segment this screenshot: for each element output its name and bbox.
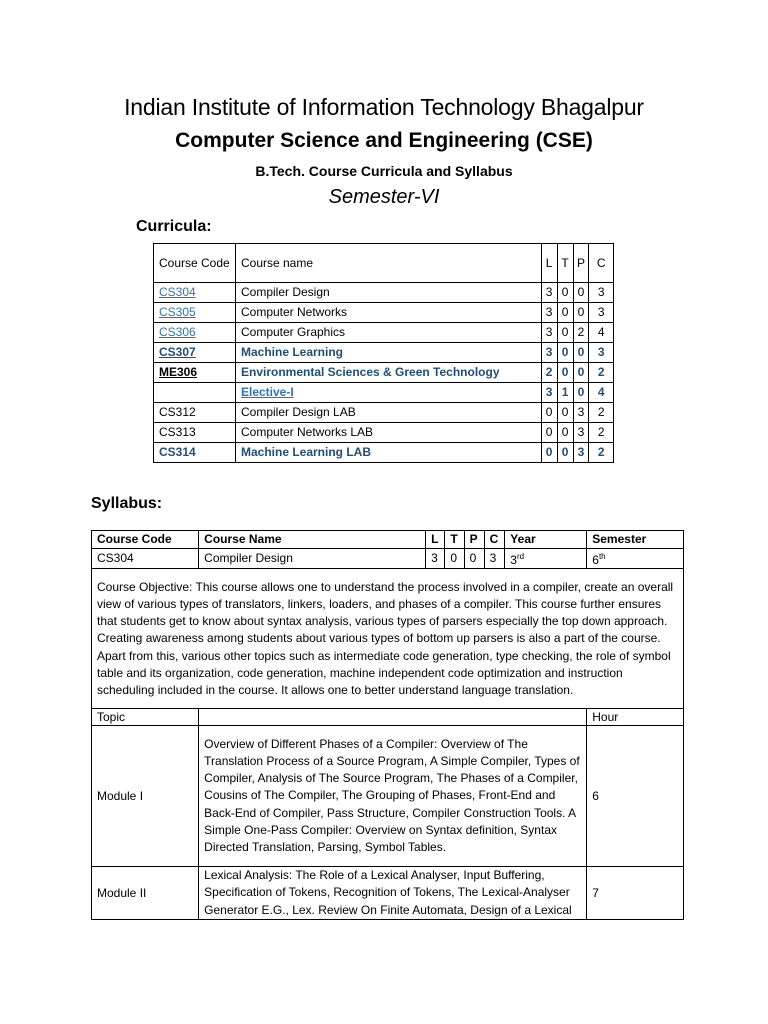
institute-title: Indian Institute of Information Technology Bhagalpur bbox=[124, 94, 644, 120]
header-course-name: Course name bbox=[235, 244, 541, 283]
t-value: 0 bbox=[557, 343, 573, 363]
header-c: C bbox=[589, 244, 614, 283]
c-value: 4 bbox=[589, 323, 614, 343]
course-code-link[interactable]: CS307 bbox=[159, 345, 196, 359]
course-code: CS314 bbox=[154, 443, 236, 463]
module-name: Module I bbox=[92, 726, 199, 867]
module-content: Overview of Different Phases of a Compiler: Overview of The Translation Process of a Source Program, A Simple Compiler, Types of Compiler, Analysis of The Source Program, The Phases of a Compiler, Cousins of The Compiler, The Grouping of Phases, Front-End and Back-End of Compiler, Pass Structure, Compiler Construction Tools. A Simple One-Pass Compiler: Overview on Syntax definition, Syntax Directed Translation, Parsing, Symbol Tables. bbox=[199, 726, 587, 867]
t-value: 0 bbox=[557, 323, 573, 343]
curricula-row bbox=[154, 403, 614, 423]
elective-link[interactable]: Elective-I bbox=[240, 385, 294, 399]
course-name: Computer Graphics bbox=[235, 323, 541, 343]
year-value bbox=[505, 549, 587, 569]
course-name: Compiler Design LAB bbox=[235, 403, 541, 423]
module-content: Lexical Analysis: The Role of a Lexical Analyser, Input Buffering, Specification of Tokens, Recognition of Tokens, The Lexical-Analyser Generator E.G., Lex. Review On Finite Automata, Design of a Lexical bbox=[199, 867, 587, 920]
p-value: 0 bbox=[573, 343, 589, 363]
c-value: 3 bbox=[589, 343, 614, 363]
curricula-table bbox=[153, 243, 614, 463]
l-value: 0 bbox=[541, 403, 557, 423]
t-value: 0 bbox=[445, 549, 464, 569]
header-t: T bbox=[445, 531, 464, 549]
semester-title: Semester-VI bbox=[328, 186, 440, 208]
curricula-row bbox=[154, 423, 614, 443]
p-value: 0 bbox=[573, 383, 589, 403]
c-value: 3 bbox=[589, 303, 614, 323]
module-hours: 7 bbox=[587, 867, 684, 920]
header-course-code: Course Code bbox=[92, 531, 199, 549]
curricula-row bbox=[154, 343, 614, 363]
c-value: 2 bbox=[589, 423, 614, 443]
header-year: Year bbox=[505, 531, 587, 549]
semester-suffix: th bbox=[598, 552, 606, 561]
t-value: 0 bbox=[557, 403, 573, 423]
l-value: 3 bbox=[541, 343, 557, 363]
module-row bbox=[92, 726, 684, 867]
header-course-name: Course Name bbox=[199, 531, 426, 549]
l-value: 3 bbox=[541, 283, 557, 303]
department-title: Computer Science and Engineering (CSE) bbox=[175, 129, 593, 152]
course-name: Compiler Design bbox=[199, 549, 426, 569]
course-name: Compiler Design bbox=[235, 283, 541, 303]
course-code: CS313 bbox=[154, 423, 236, 443]
module-name: Module II bbox=[92, 867, 199, 920]
syllabus-table bbox=[91, 530, 684, 920]
p-value: 3 bbox=[573, 403, 589, 423]
p-value: 0 bbox=[464, 549, 484, 569]
t-value: 0 bbox=[557, 303, 573, 323]
curricula-row bbox=[154, 303, 614, 323]
p-value: 3 bbox=[573, 443, 589, 463]
course-objective: Course Objective: This course allows one to understand the process involved in a compiler, create an overall view of various types of translators, linkers, loaders, and phases of a compiler. This course further ensures that students get to know about syntax analysis, various types of parsers especially the top down approach. Creating awareness among students about various types of bottom up parsers is also a part of the course. Apart from this, various other topics such as intermediate code generation, type checking, the role of symbol table and its organization, code generation, machine independent code optimization and instruction scheduling included in the course. It allows one to better understand language translation. bbox=[92, 569, 684, 709]
course-name: Machine Learning LAB bbox=[235, 443, 541, 463]
year-suffix: rd bbox=[516, 552, 525, 561]
header-c: C bbox=[484, 531, 505, 549]
curricula-row bbox=[154, 443, 614, 463]
l-value: 0 bbox=[541, 423, 557, 443]
l-value: 0 bbox=[541, 443, 557, 463]
t-value: 0 bbox=[557, 443, 573, 463]
c-value: 2 bbox=[589, 363, 614, 383]
objective-row bbox=[92, 569, 684, 709]
t-value: 0 bbox=[557, 423, 573, 443]
course-code-link[interactable]: ME306 bbox=[159, 365, 198, 379]
course-info-row bbox=[92, 549, 684, 569]
module-hours: 6 bbox=[587, 726, 684, 867]
header-p: P bbox=[573, 244, 589, 283]
course-name: Environmental Sciences & Green Technology bbox=[235, 363, 541, 383]
header-l: L bbox=[541, 244, 557, 283]
header-t: T bbox=[557, 244, 573, 283]
course-name: Machine Learning bbox=[235, 343, 541, 363]
header-l: L bbox=[426, 531, 445, 549]
topic-header-row bbox=[92, 709, 684, 726]
t-value: 1 bbox=[557, 383, 573, 403]
semester-number: 6 bbox=[592, 553, 599, 567]
semester-value bbox=[587, 549, 684, 569]
curricula-row bbox=[154, 363, 614, 383]
syllabus-header-row bbox=[92, 531, 684, 549]
t-value: 0 bbox=[557, 363, 573, 383]
module-row bbox=[92, 867, 684, 920]
header-p: P bbox=[464, 531, 484, 549]
course-name: Computer Networks bbox=[235, 303, 541, 323]
t-value: 0 bbox=[557, 283, 573, 303]
year-number: 3 bbox=[510, 553, 517, 567]
c-value: 4 bbox=[589, 383, 614, 403]
course-code: CS304 bbox=[92, 549, 199, 569]
p-value: 0 bbox=[573, 363, 589, 383]
l-value: 2 bbox=[541, 363, 557, 383]
topic-label: Topic bbox=[92, 709, 199, 726]
course-code: CS312 bbox=[154, 403, 236, 423]
l-value: 3 bbox=[541, 323, 557, 343]
syllabus-heading: Syllabus: bbox=[91, 495, 163, 512]
c-value: 2 bbox=[589, 443, 614, 463]
topic-blank bbox=[199, 709, 587, 726]
course-code-link[interactable]: CS304 bbox=[159, 285, 196, 299]
curricula-header-row bbox=[154, 244, 614, 283]
header-semester: Semester bbox=[587, 531, 684, 549]
course-code-link[interactable]: CS306 bbox=[159, 325, 196, 339]
p-value: 0 bbox=[573, 283, 589, 303]
program-title: B.Tech. Course Curricula and Syllabus bbox=[255, 163, 513, 179]
l-value: 3 bbox=[541, 383, 557, 403]
c-value: 3 bbox=[484, 549, 505, 569]
c-value: 2 bbox=[589, 403, 614, 423]
p-value: 2 bbox=[573, 323, 589, 343]
p-value: 3 bbox=[573, 423, 589, 443]
course-name: Computer Networks LAB bbox=[235, 423, 541, 443]
course-code-empty bbox=[154, 383, 236, 403]
curricula-heading: Curricula: bbox=[136, 218, 212, 235]
p-value: 0 bbox=[573, 303, 589, 323]
course-code-link[interactable]: CS305 bbox=[159, 305, 196, 319]
c-value: 3 bbox=[589, 283, 614, 303]
curricula-row bbox=[154, 323, 614, 343]
l-value: 3 bbox=[426, 549, 445, 569]
header-course-code: Course Code bbox=[154, 244, 236, 283]
curricula-row bbox=[154, 383, 614, 403]
hour-label: Hour bbox=[587, 709, 684, 726]
curricula-row bbox=[154, 283, 614, 303]
l-value: 3 bbox=[541, 303, 557, 323]
